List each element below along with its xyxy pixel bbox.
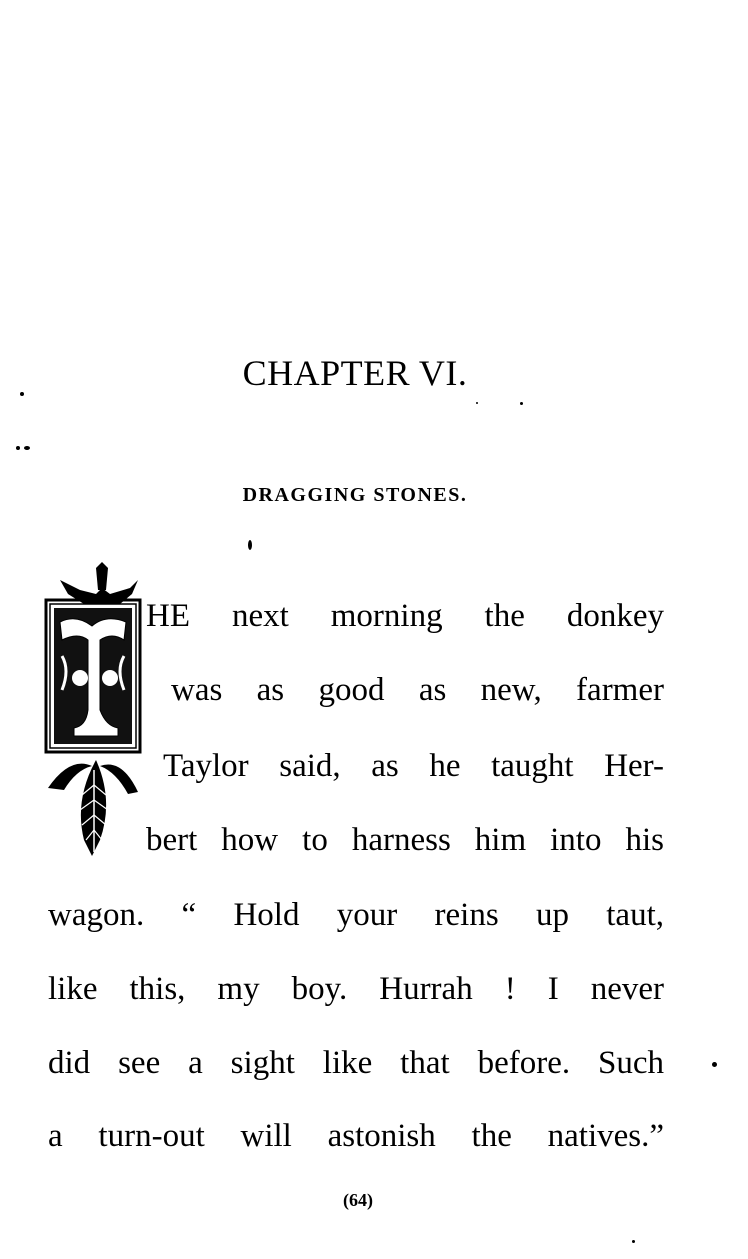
chapter-subtitle: DRAGGING STONES. [242,484,468,506]
scan-speck [520,402,523,405]
text-line-2: was as good as new, farmer [171,672,664,708]
scan-speck [24,446,30,450]
ornamental-drop-cap-icon [40,560,160,860]
page-number: (64) [343,1190,373,1210]
text-line-7: did see a sight like that before. Such [48,1045,664,1081]
scan-speck [248,540,252,550]
text-line-5: wagon. “ Hold your reins up taut, [48,897,664,933]
text-line-4: bert how to harness him into his [146,822,664,858]
scan-speck [632,1240,635,1243]
scan-speck [16,446,20,450]
text-line-1: HE next morning the donkey [146,598,664,634]
scan-speck [20,392,24,396]
chapter-heading: CHAPTER VI. [242,353,468,393]
text-line-6: like this, my boy. Hurrah ! I never [48,971,664,1007]
scan-speck [476,402,478,404]
text-line-3: Taylor said, as he taught Her- [163,748,664,784]
text-line-8: a turn-out will astonish the natives.” [48,1118,664,1154]
scan-speck [712,1062,717,1067]
